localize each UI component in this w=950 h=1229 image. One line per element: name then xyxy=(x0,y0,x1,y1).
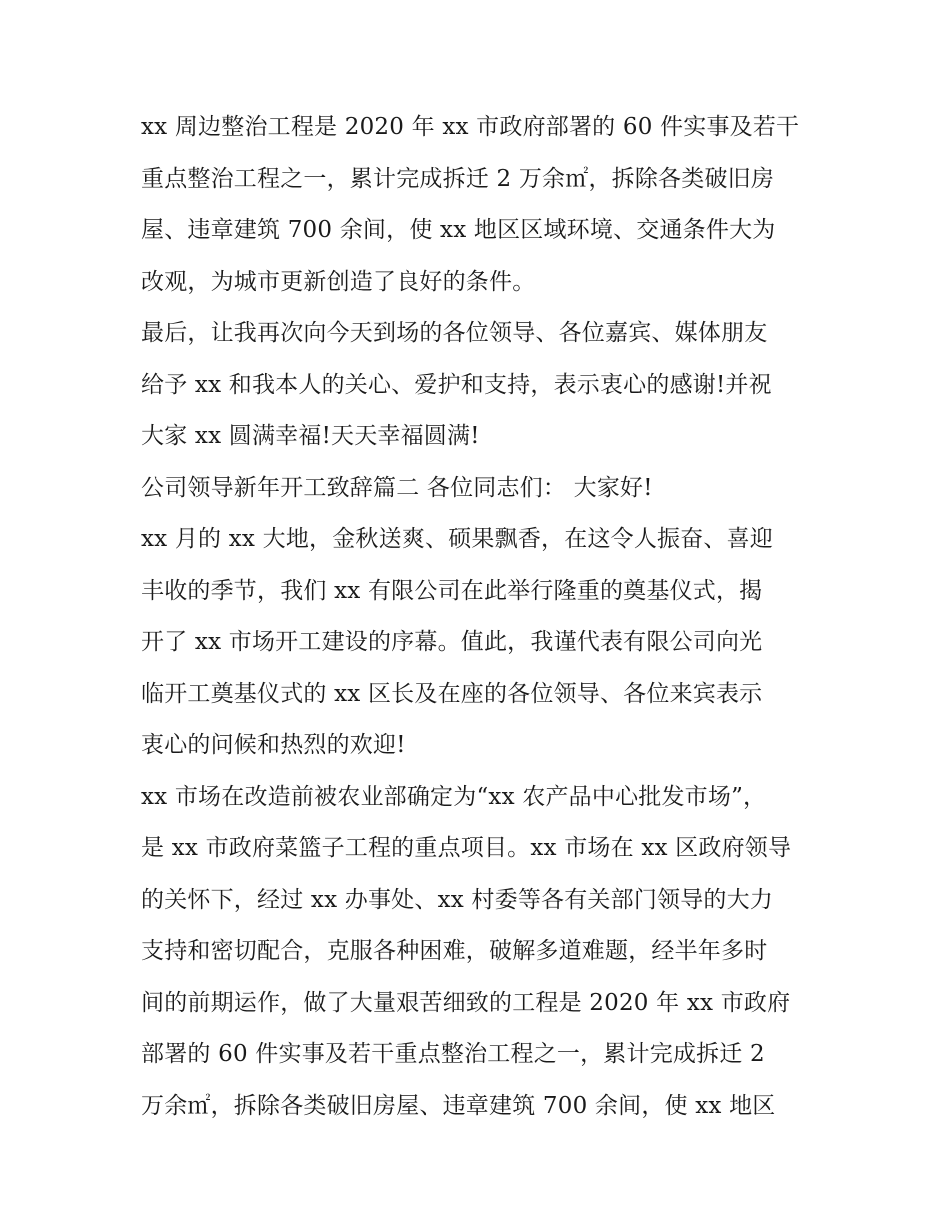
text-line: 开了 xx 市场开工建设的序幕。值此，我谨代表有限公司向光 xyxy=(141,629,763,655)
text-line: 最后，让我再次向今天到场的各位领导、各位嘉宾、媒体朋友 xyxy=(141,320,768,346)
text-line: 大家 xx 圆满幸福!天天幸福圆满! xyxy=(141,423,480,449)
text-line: 衷心的问候和热烈的欢迎! xyxy=(141,732,406,758)
text-line: 临开工奠基仪式的 xx 区长及在座的各位领导、各位来宾表示 xyxy=(141,680,763,707)
text-line: 重点整治工程之一，累计完成拆迁 2 万余㎡，拆除各类破旧房 xyxy=(141,165,775,192)
text-line: 给予 xx 和我本人的关心、爱护和支持，表示衷心的感谢!并祝 xyxy=(141,371,772,398)
text-line: xx 周边整治工程是 2020 年 xx 市政府部署的 60 件实事及若干 xyxy=(141,114,800,140)
text-line: 支持和密切配合，克服各种困难，破解多道难题，经半年多时 xyxy=(141,938,768,964)
text-line: xx 月的 xx 大地，金秋送爽、硕果飘香，在这令人振奋、喜迎 xyxy=(141,526,774,552)
text-line: 屋、违章建筑 700 余间，使 xx 地区区域环境、交通条件大为 xyxy=(141,217,776,243)
text-line: 部署的 60 件实事及若干重点整治工程之一，累计完成拆迁 2 xyxy=(141,1041,765,1067)
text-line: 丰收的季节，我们 xx 有限公司在此举行隆重的奠基仪式，揭 xyxy=(141,577,763,604)
text-line: 间的前期运作，做了大量艰苦细致的工程是 2020 年 xx 市政府 xyxy=(141,989,791,1016)
text-line: 的关怀下，经过 xx 办事处、xx 村委等各有关部门领导的大力 xyxy=(141,886,774,913)
text-line: 改观，为城市更新创造了良好的条件。 xyxy=(141,268,536,295)
text-line: 万余㎡，拆除各类破旧房屋、违章建筑 700 余间，使 xx 地区 xyxy=(141,1092,776,1119)
document-body xyxy=(141,102,821,1132)
text-line: xx 市场在改造前被农业部确定为“xx 农产品中心批发市场”， xyxy=(141,783,767,810)
section-heading-line: 公司领导新年开工致辞篇二 各位同志们： 大家好! xyxy=(141,474,653,501)
text-line: 是 xx 市政府菜篮子工程的重点项目。xx 市场在 xx 区政府领导 xyxy=(141,835,792,861)
